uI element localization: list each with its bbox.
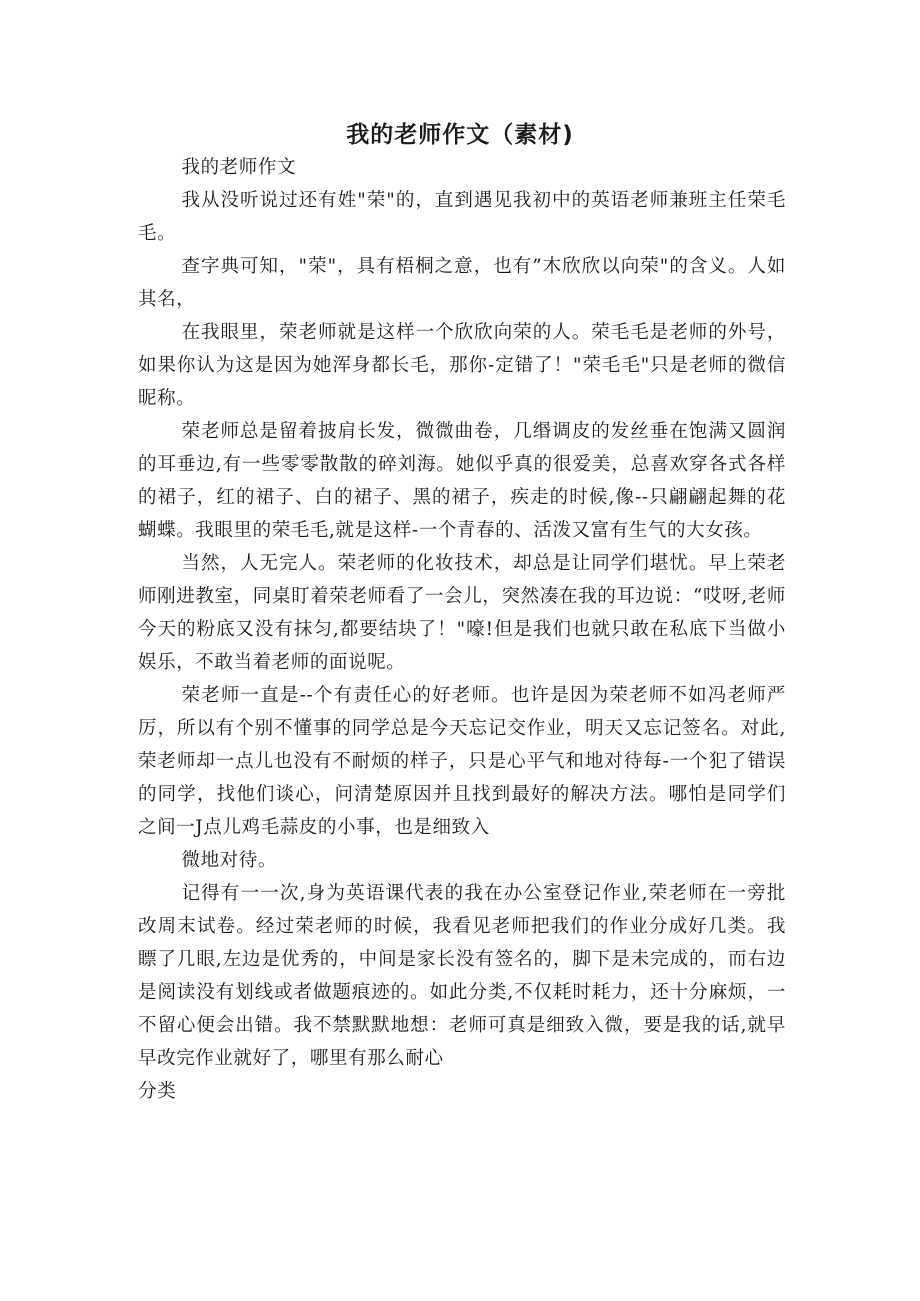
- paragraph-7: 荣老师一直是--个有责任心的好老师。也许是因为荣老师不如冯老师严厉，所以有个别不懂事的同学总是今天忘记交作业，明天又忘记签名。对此,荣老师却一点儿也没有不耐烦的样子，只是心平气和地对待每-一个犯了错误的同学，找他们谈心，问清楚原因并且找到最好的解决方法。哪怕是同学们之间一J点儿鸡毛蒜皮的小事，也是细致入: [138, 685, 786, 838]
- paragraph-9: 记得有一一次,身为英语课代表的我在办公室登记作业,荣老师在一旁批改周末试卷。经过荣老师的时候，我看见老师把我们的作业分成好几类。我瞟了几眼,左边是优秀的，中间是家长没有签名的，脚下是未完成的，而右边是阅读没有划线或者做题痕迹的。如此分类,不仅耗时耗力，还十分麻烦，一不留心便会出错。我不禁默默地想：老师可真是细致入微，要是我的话,就早早改完作业就好了，哪里有那么耐心: [138, 883, 786, 1069]
- paragraph-6: 当然，人无完人。荣老师的化妆技术，却总是让同学们堪忧。早上荣老师刚进教室，同桌盯着荣老师看了一会儿，突然凑在我的耳边说：“哎呀,老师今天的粉底又没有抹匀,都要结块了！"嚎!但是我们也就只敢在私底下当做小娱乐，不敢当着老师的面说呢。: [138, 553, 786, 673]
- paragraph-8: 微地对待。: [181, 850, 277, 871]
- paragraph-3: 查字典可知，"荣"，具有梧桐之意，也有”木欣欣以向荣"的含义。人如其名，: [138, 256, 786, 310]
- paragraph-1: 我的老师作文: [181, 157, 297, 178]
- paragraph-5: 荣老师总是留着披肩长发，微微曲卷，几缗调皮的发丝垂在饱满又圆润的耳垂边,有一些零零散散的碎刘海。她似乎真的很爱美，总喜欢穿各式各样的裙子，红的裙子、白的裙子、黑的裙子，疾走的时候,像--只翩翩起舞的花蝴蝶。我眼里的荣毛毛,就是这样-一个青春的、活泼又富有生气的大女孩。: [138, 421, 786, 541]
- paragraph-10: 分类: [138, 1081, 177, 1102]
- document-body: [138, 151, 786, 1108]
- paragraph-4: 在我眼里，荣老师就是这样一个欣欣向荣的人。荣毛毛是老师的外号，如果你认为这是因为她浑身都长毛，那你-定错了！"荣毛毛"只是老师的微信昵称。: [138, 322, 786, 409]
- paragraph-2: 我从没听说过还有姓"荣"的，直到遇见我初中的英语老师兼班主任荣毛毛。: [138, 190, 786, 244]
- document-title: 我的老师作文（素材): [346, 122, 574, 148]
